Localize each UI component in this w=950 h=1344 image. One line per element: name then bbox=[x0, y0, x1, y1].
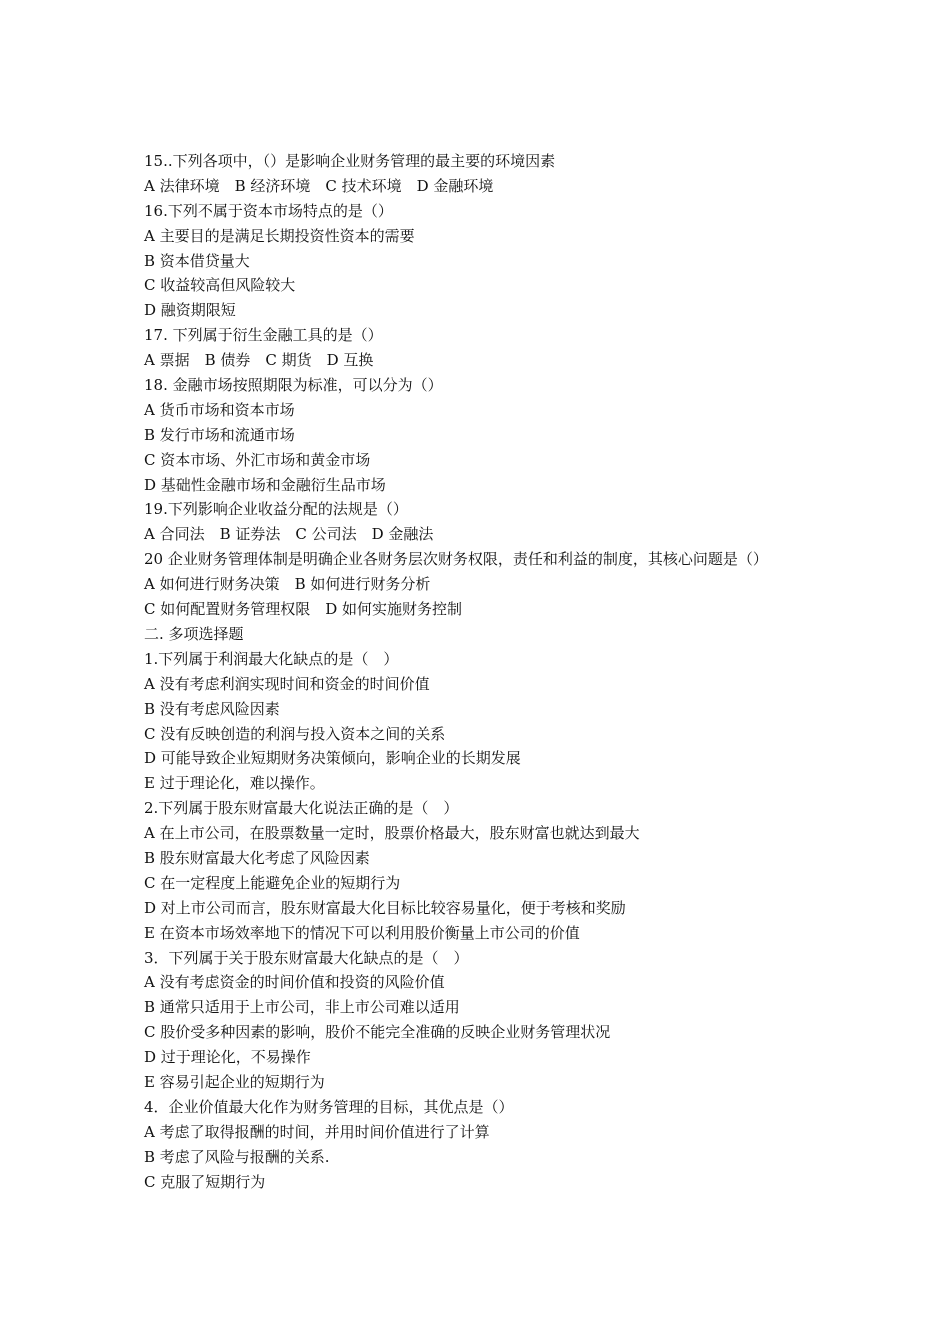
mc-question-2-option-c: C 在一定程度上能避免企业的短期行为 bbox=[144, 873, 401, 892]
question-18: 18. 金融市场按照期限为标准，可以分为（） bbox=[144, 376, 443, 395]
mc-question-1-option-c: C 没有反映创造的利润与投入资本之间的关系 bbox=[144, 724, 446, 743]
question-17-options: A 票据 B 债券 C 期货 D 互换 bbox=[144, 351, 374, 370]
mc-question-3: 3．下列属于关于股东财富最大化缺点的是（ ） bbox=[144, 948, 469, 967]
question-18-option-a: A 货币市场和资本市场 bbox=[144, 400, 295, 419]
mc-question-1-option-a: A 没有考虑利润实现时间和资金的时间价值 bbox=[144, 674, 430, 693]
question-17: 17. 下列属于衍生金融工具的是（） bbox=[144, 326, 383, 345]
mc-question-2-option-b: B 股东财富最大化考虑了风险因素 bbox=[144, 848, 370, 867]
document-body bbox=[144, 149, 814, 1194]
mc-question-3-option-c: C 股价受多种因素的影响，股价不能完全准确的反映企业财务管理状况 bbox=[144, 1023, 611, 1042]
question-20-options-cd: C 如何配置财务管理权限 D 如何实施财务控制 bbox=[144, 600, 463, 619]
mc-question-3-option-e: E 容易引起企业的短期行为 bbox=[144, 1072, 325, 1091]
mc-question-2-option-d: D 对上市公司而言，股东财富最大化目标比较容易量化，便于考核和奖励 bbox=[144, 898, 626, 917]
mc-question-3-option-d: D 过于理论化，不易操作 bbox=[144, 1048, 311, 1067]
question-16-option-b: B 资本借贷量大 bbox=[144, 251, 250, 270]
question-20: 20 企业财务管理体制是明确企业各财务层次财务权限，责任和利益的制度，其核心问题是（） bbox=[144, 550, 768, 569]
section-heading-multiple-choice: 二. 多项选择题 bbox=[144, 624, 244, 643]
question-15-options: A 法律环境 B 经济环境 C 技术环境 D 金融环境 bbox=[144, 176, 494, 195]
question-16-option-c: C 收益较高但风险较大 bbox=[144, 276, 296, 295]
question-19: 19.下列影响企业收益分配的法规是（） bbox=[144, 500, 408, 519]
question-20-options-ab: A 如何进行财务决策 B 如何进行财务分析 bbox=[144, 575, 431, 594]
mc-question-4-option-a: A 考虑了取得报酬的时间，并用时间价值进行了计算 bbox=[144, 1122, 490, 1141]
question-18-option-c: C 资本市场、外汇市场和黄金市场 bbox=[144, 450, 371, 469]
mc-question-1: 1.下列属于利润最大化缺点的是（ ） bbox=[144, 649, 399, 668]
question-19-options: A 合同法 B 证券法 C 公司法 D 金融法 bbox=[144, 525, 434, 544]
mc-question-2: 2.下列属于股东财富最大化说法正确的是（ ） bbox=[144, 799, 459, 818]
question-16-option-a: A 主要目的是满足长期投资性资本的需要 bbox=[144, 226, 415, 245]
mc-question-4: 4．企业价值最大化作为财务管理的目标，其优点是（） bbox=[144, 1097, 514, 1116]
mc-question-2-option-e: E 在资本市场效率地下的情况下可以利用股价衡量上市公司的价值 bbox=[144, 923, 580, 942]
mc-question-4-option-c: C 克服了短期行为 bbox=[144, 1172, 266, 1191]
question-16-option-d: D 融资期限短 bbox=[144, 301, 236, 320]
question-16: 16.下列不属于资本市场特点的是（） bbox=[144, 201, 393, 220]
mc-question-1-option-b: B 没有考虑风险因素 bbox=[144, 699, 280, 718]
mc-question-1-option-e: E 过于理论化，难以操作。 bbox=[144, 774, 325, 793]
question-18-option-d: D 基础性金融市场和金融衍生品市场 bbox=[144, 475, 386, 494]
question-18-option-b: B 发行市场和流通市场 bbox=[144, 425, 295, 444]
mc-question-2-option-a: A 在上市公司，在股票数量一定时，股票价格最大，股东财富也就达到最大 bbox=[144, 824, 640, 843]
question-15: 15..下列各项中，（）是影响企业财务管理的最主要的环境因素 bbox=[144, 152, 556, 170]
mc-question-3-option-b: B 通常只适用于上市公司，非上市公司难以适用 bbox=[144, 998, 460, 1017]
mc-question-1-option-d: D 可能导致企业短期财务决策倾向，影响企业的长期发展 bbox=[144, 749, 521, 768]
mc-question-3-option-a: A 没有考虑资金的时间价值和投资的风险价值 bbox=[144, 973, 445, 992]
mc-question-4-option-b: B 考虑了风险与报酬的关系. bbox=[144, 1147, 330, 1166]
